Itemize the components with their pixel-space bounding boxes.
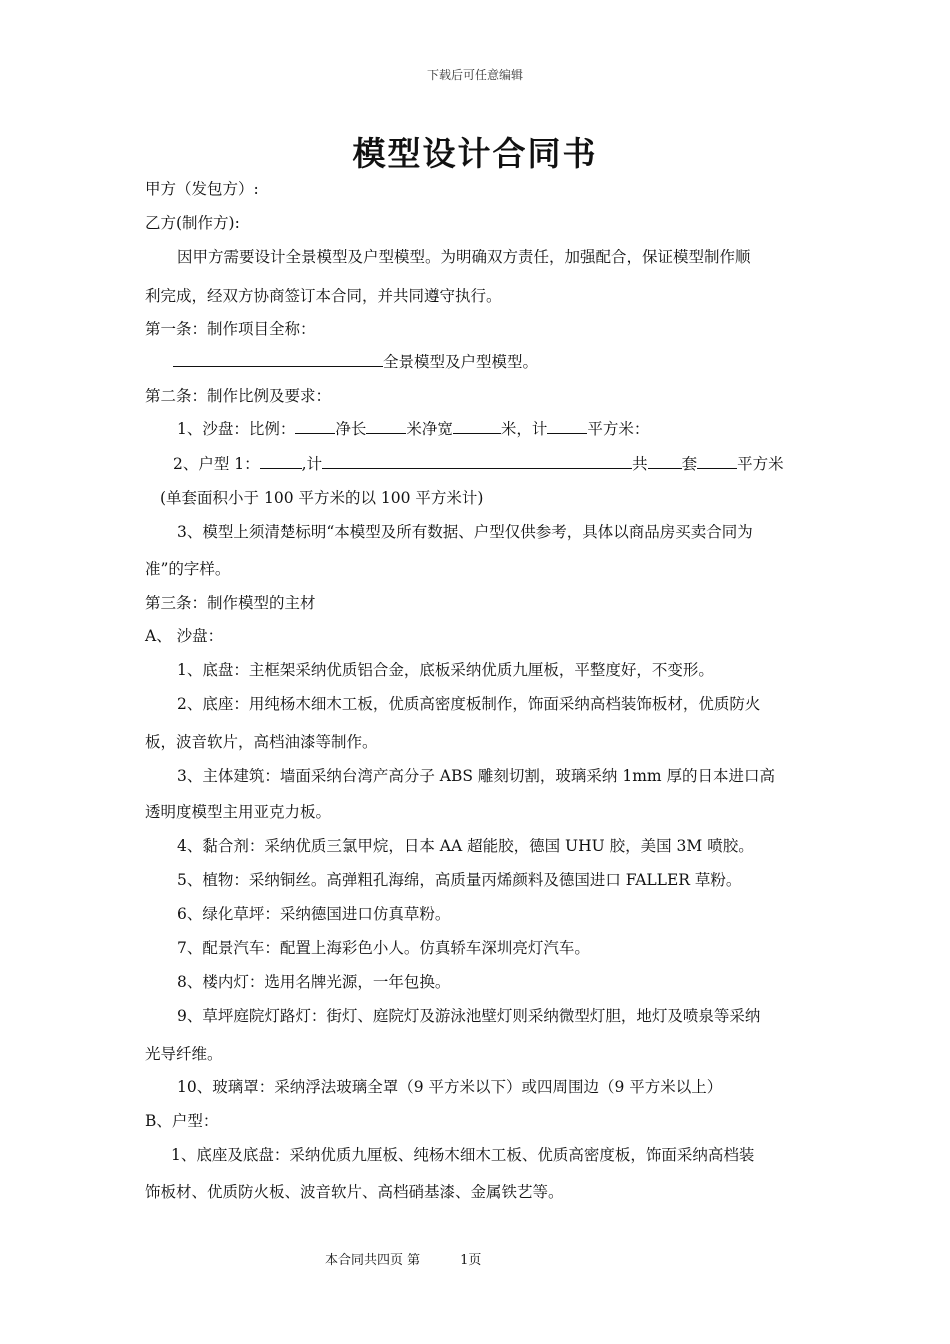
section-a-heading: A、 沙盘： <box>145 627 224 645</box>
a-item-7: 7、配景汽车：配置上海彩色小人。仿真轿车深圳亮灯汽车。 <box>177 939 590 957</box>
label: ,计 <box>301 455 323 473</box>
a-item-5: 5、植物：采纳铜丝。高弹粗孔海绵，高质量丙烯颜料及德国进口 FALLER 草粉。 <box>177 871 742 889</box>
a-item-4: 4、黏合剂：采纳优质三氯甲烷，日本 AA 超能胶，德国 UHU 胶，美国 3M 喷胶。 <box>177 837 754 855</box>
footer-text: 本合同共四页 第 <box>325 1253 421 1268</box>
article-2-item-3-line-2: 准”的字样。 <box>145 560 231 578</box>
sandtable-scale-line <box>177 417 649 439</box>
page-footer <box>325 1249 481 1268</box>
a-item-1: 1、底盘：主框架采纳优质铝合金，底板采纳优质九厘板，平整度好，不变形。 <box>177 661 714 679</box>
label: 平方米 <box>737 455 784 473</box>
footer-page-number: 1页 <box>460 1253 482 1268</box>
page-header: 下载后可任意编辑 <box>426 68 523 82</box>
document-title: 模型设计合同书 <box>352 134 598 173</box>
intro-line-1: 因甲方需要设计全景模型及户型模型。为明确双方责任，加强配合，保证模型制作顺 <box>177 248 751 266</box>
a-item-9-line-1: 9、草坪庭院灯路灯：街灯、庭院灯及游泳池壁灯则采纳微型灯胆，地灯及喷泉等采纳 <box>177 1007 761 1025</box>
a-item-2-line-2: 板，波音软片，高档油漆等制作。 <box>145 733 378 751</box>
b-item-1-line-2: 饰板材、优质防火板、波音软片、高档硝基漆、金属铁艺等。 <box>145 1183 564 1201</box>
section-b-heading: B、户型： <box>145 1112 219 1130</box>
article-2-heading: 第二条：制作比例及要求： <box>145 387 332 405</box>
a-item-3-line-2: 透明度模型主用亚克力板。 <box>145 803 332 821</box>
label: 套 <box>681 455 698 473</box>
label: 平方米： <box>587 420 650 438</box>
scale-blank[interactable] <box>295 419 335 434</box>
project-name-suffix: 全景模型及户型模型。 <box>383 353 539 371</box>
label: 净长 <box>335 420 367 438</box>
a-item-2-line-1: 2、底座：用纯杨木细木工板，优质高密度板制作，饰面采纳高档装饰板材，优质防火 <box>177 695 761 713</box>
project-name-blank[interactable] <box>173 352 383 367</box>
article-2-item-3-line-1: 3、模型上须清楚标明“本模型及所有数据、户型仅供参考，具体以商品房买卖合同为 <box>177 523 753 541</box>
length-blank[interactable] <box>366 419 406 434</box>
unit-scale-blank[interactable] <box>260 454 302 469</box>
article-1-heading: 第一条：制作项目全称： <box>145 320 316 338</box>
label: 2、户型 1： <box>173 455 260 473</box>
area-note: (单套面积小于 100 平方米的以 100 平方米计) <box>160 489 484 507</box>
party-a-line: 甲方（发包方）: <box>145 180 259 198</box>
label: 共 <box>632 455 648 473</box>
project-name-line <box>173 350 538 372</box>
area-blank[interactable] <box>547 419 587 434</box>
intro-line-2: 利完成，经双方协商签订本合同，并共同遵守执行。 <box>145 287 502 305</box>
unit-type-line <box>173 452 784 474</box>
party-b-line: 乙方(制作方): <box>145 214 240 232</box>
a-item-8: 8、楼内灯：选用名牌光源，一年包换。 <box>177 973 451 991</box>
width-blank[interactable] <box>453 419 501 434</box>
label: 米净宽 <box>406 420 453 438</box>
unit-desc-blank[interactable] <box>322 454 632 469</box>
a-item-9-line-2: 光导纤维。 <box>145 1045 223 1063</box>
article-3-heading: 第三条：制作模型的主材 <box>145 594 316 612</box>
label: 米，计 <box>500 420 548 438</box>
a-item-10: 10、玻璃罩：采纳浮法玻璃全罩（9 平方米以下）或四周围边（9 平方米以上） <box>177 1078 723 1096</box>
b-item-1-line-1: 1、底座及底盘：采纳优质九厘板、纯杨木细木工板、优质高密度板，饰面采纳高档装 <box>171 1146 755 1164</box>
a-item-6: 6、绿化草坪：采纳德国进口仿真草粉。 <box>177 905 451 923</box>
label: 1、沙盘：比例： <box>177 420 296 438</box>
unit-area-blank[interactable] <box>697 454 737 469</box>
unit-count-blank[interactable] <box>648 454 682 469</box>
a-item-3-line-1: 3、主体建筑：墙面采纳台湾产高分子 ABS 雕刻切割，玻璃采纳 1mm 厚的日本进口高 <box>177 767 776 785</box>
